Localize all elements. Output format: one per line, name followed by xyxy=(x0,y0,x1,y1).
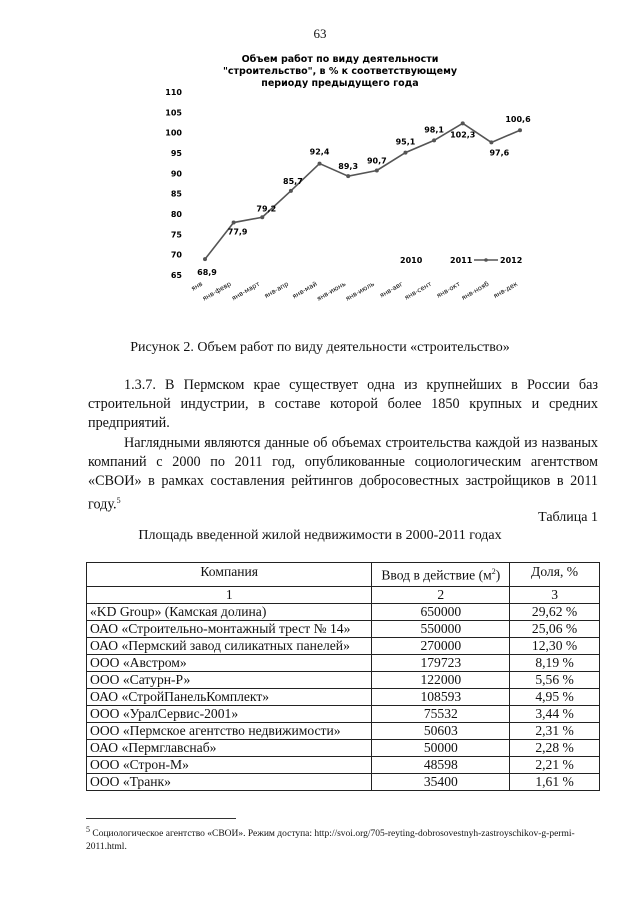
x-tick-label: янв xyxy=(189,279,204,293)
area-cell: 650000 xyxy=(372,603,510,620)
y-tick-label: 75 xyxy=(170,230,182,240)
data-point xyxy=(375,168,379,172)
paragraph-companies-text: Наглядными являются данные об объемах строительства каждой из названых компаний с 2000 по 2011 год, опубликованные социологическим агентством «СВОИ» в рамках составления рейтингов добросовестных застройщиков в 2011 году. xyxy=(88,435,598,513)
index-cell: 3 xyxy=(510,586,600,603)
figure-caption: Рисунок 2. Объем работ по виду деятельности «строительство» xyxy=(130,340,510,355)
chart-x-ticks xyxy=(190,280,519,303)
data-point xyxy=(461,121,465,125)
company-cell: ООО «УралСервис-2001» xyxy=(87,705,372,722)
table-row xyxy=(87,620,600,637)
area-cell: 550000 xyxy=(372,620,510,637)
construction-line-chart xyxy=(0,40,640,330)
x-tick-label: янв-июль xyxy=(344,279,376,303)
footnote-text: Социологическое агентство «СВОИ». Режим доступа: http://svoi.org/705-reyting-dobrosovestnyh-zastroyschikov-g-permi-2011.html. xyxy=(86,829,575,853)
legend-item-2012: 2012 xyxy=(500,256,523,265)
area-cell: 75532 xyxy=(372,705,510,722)
header-input-suffix: ) xyxy=(495,567,501,583)
chart-data-labels xyxy=(197,115,531,277)
table-row xyxy=(87,654,600,671)
table-row xyxy=(87,688,600,705)
header-input-text: Ввод в действие (м xyxy=(381,567,492,583)
x-tick-label: янв-окт xyxy=(435,279,462,300)
company-cell: ОАО «Пермглавснаб» xyxy=(87,739,372,756)
table-row xyxy=(87,705,600,722)
data-label: 77,9 xyxy=(227,227,248,237)
data-label: 95,1 xyxy=(395,137,416,147)
x-tick-label: янв-март xyxy=(230,279,262,303)
share-cell: 25,06 % xyxy=(510,620,600,637)
area-cell: 50000 xyxy=(372,739,510,756)
data-label: 68,9 xyxy=(197,268,217,278)
paragraph-industry: 1.3.7. В Пермском крае существует одна из крупнейших в России баз строительной индустрии, в составе которой более 1850 крупных и средних предприятий. xyxy=(88,377,598,431)
area-cell: 179723 xyxy=(372,654,510,671)
index-cell: 2 xyxy=(372,586,510,603)
data-point xyxy=(489,140,493,144)
share-cell: 5,56 % xyxy=(510,671,600,688)
legend-item-2011: 2011 xyxy=(450,256,473,265)
x-tick-label: янв-авг xyxy=(378,279,405,300)
chart-series xyxy=(203,121,522,261)
area-cell: 35400 xyxy=(372,773,510,790)
header-input-sup: 2 xyxy=(491,567,496,576)
data-point xyxy=(232,221,236,225)
chart-legend xyxy=(400,256,522,265)
chart-title xyxy=(223,54,458,89)
data-point xyxy=(203,257,207,261)
data-label: 102,3 xyxy=(450,130,476,140)
area-cell: 122000 xyxy=(372,671,510,688)
area-cell: 48598 xyxy=(372,756,510,773)
share-cell: 2,21 % xyxy=(510,756,600,773)
table-row xyxy=(87,773,600,790)
table-index-row xyxy=(87,586,600,603)
x-tick-label: янв-сент xyxy=(403,279,434,302)
y-tick-label: 105 xyxy=(165,108,182,118)
share-cell: 3,44 % xyxy=(510,705,600,722)
index-cell: 1 xyxy=(87,586,372,603)
share-cell: 2,31 % xyxy=(510,722,600,739)
y-tick-label: 85 xyxy=(170,189,182,199)
chart-title-line: периоду предыдущего года xyxy=(261,78,419,89)
data-label: 85,7 xyxy=(283,176,303,186)
y-tick-label: 90 xyxy=(170,169,182,179)
y-tick-label: 80 xyxy=(170,210,182,219)
y-tick-label: 110 xyxy=(165,88,182,97)
series-2012-line xyxy=(205,123,520,259)
company-cell: ООО «Австром» xyxy=(87,654,372,671)
x-tick-label: янв-апр xyxy=(262,279,290,301)
table-row xyxy=(87,756,600,773)
footnote xyxy=(86,823,606,854)
data-label: 97,6 xyxy=(489,148,510,158)
data-point xyxy=(289,189,293,193)
y-tick-label: 70 xyxy=(170,250,182,260)
x-tick-label: янв-май xyxy=(290,279,319,301)
area-cell: 50603 xyxy=(372,722,510,739)
data-point xyxy=(403,151,407,155)
x-tick-label: янв-июнь xyxy=(315,279,348,303)
table-row xyxy=(87,671,600,688)
legend-item-2010: 2010 xyxy=(400,256,423,265)
paragraph-companies xyxy=(88,434,598,515)
housing-table xyxy=(86,562,600,791)
company-cell: «KD Group» (Камская долина) xyxy=(87,603,372,620)
data-label: 90,7 xyxy=(366,156,387,166)
company-cell: ООО «Транк» xyxy=(87,773,372,790)
data-label: 100,6 xyxy=(505,115,531,125)
company-cell: ОАО «СтройПанельКомплект» xyxy=(87,688,372,705)
chart-title-line: "строительство", в % к соответствующему xyxy=(222,66,458,77)
x-tick-label: янв-нояб xyxy=(459,279,491,302)
chart-y-ticks xyxy=(165,88,182,280)
table-title: Площадь введенной жилой недвижимости в 2000-2011 годах xyxy=(138,528,502,543)
y-tick-label: 100 xyxy=(165,128,182,138)
y-tick-label: 65 xyxy=(170,271,182,280)
share-cell: 12,30 % xyxy=(510,637,600,654)
company-cell: ООО «Сатурн-Р» xyxy=(87,671,372,688)
share-cell: 2,28 % xyxy=(510,739,600,756)
footnote-divider xyxy=(86,818,236,819)
data-point xyxy=(346,174,350,178)
company-cell: ОАО «Пермский завод силикатных панелей» xyxy=(87,637,372,654)
data-point xyxy=(318,162,322,166)
table-header-row xyxy=(87,563,600,587)
table-row xyxy=(87,637,600,654)
company-cell: ООО «Пермское агентство недвижимости» xyxy=(87,722,372,739)
share-cell: 29,62 % xyxy=(510,603,600,620)
area-cell: 108593 xyxy=(372,688,510,705)
legend-marker-2012 xyxy=(484,258,488,262)
footnote-mark: 5 xyxy=(86,825,90,834)
header-company: Компания xyxy=(87,563,372,587)
header-share: Доля, % xyxy=(510,563,600,587)
page-number: 63 xyxy=(313,26,327,41)
x-tick-label: янв-февр xyxy=(201,279,233,303)
table-label: Таблица 1 xyxy=(538,510,598,525)
x-tick-label: янв-дек xyxy=(491,279,519,301)
chart-title-line: Объем работ по виду деятельности xyxy=(241,54,439,65)
data-label: 98,1 xyxy=(424,125,444,135)
data-point xyxy=(518,128,522,132)
data-label: 79,2 xyxy=(256,204,277,214)
share-cell: 1,61 % xyxy=(510,773,600,790)
table-body xyxy=(87,586,600,790)
share-cell: 8,19 % xyxy=(510,654,600,671)
footnote-reference: 5 xyxy=(116,496,121,505)
company-cell: ООО «Строн-М» xyxy=(87,756,372,773)
table-row xyxy=(87,739,600,756)
table-row xyxy=(87,603,600,620)
area-cell: 270000 xyxy=(372,637,510,654)
y-tick-label: 95 xyxy=(170,149,182,158)
data-label: 92,4 xyxy=(309,147,330,157)
share-cell: 4,95 % xyxy=(510,688,600,705)
header-input xyxy=(372,563,510,587)
company-cell: ОАО «Строительно-монтажный трест № 14» xyxy=(87,620,372,637)
table-row xyxy=(87,722,600,739)
data-point xyxy=(260,215,264,219)
data-point xyxy=(432,138,436,142)
data-label: 89,3 xyxy=(338,162,359,172)
